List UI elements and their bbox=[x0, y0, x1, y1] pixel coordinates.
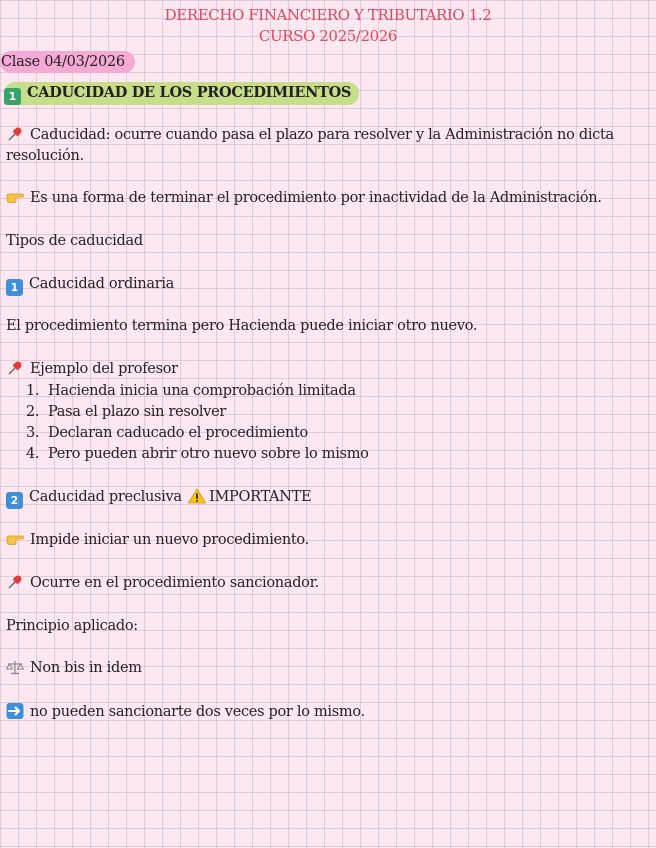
example-steps-list bbox=[26, 381, 369, 465]
note-line bbox=[6, 188, 602, 209]
course-title: DERECHO FINANCIERO Y TRIBUTARIO 1.2 bbox=[164, 6, 492, 24]
list-item-number: 1. bbox=[26, 383, 40, 399]
keycap-digit-icon: 1 bbox=[6, 279, 23, 296]
principle-meaning: no pueden sancionarte dos veces por lo mismo. bbox=[30, 704, 365, 720]
pushpin-icon bbox=[6, 574, 24, 590]
list-item-text: Pero pueden abrir otro nuevo sobre lo mismo bbox=[48, 446, 369, 462]
class-date-label: Clase 04/03/2026 bbox=[0, 51, 135, 73]
list-item bbox=[26, 423, 369, 444]
types-heading: Tipos de caducidad bbox=[6, 233, 143, 249]
backhand-index-pointing-right-icon bbox=[6, 531, 24, 547]
backhand-index-pointing-right-icon bbox=[6, 189, 24, 205]
type1-description: El procedimiento termina pero Hacienda puede iniciar otro nuevo. bbox=[6, 318, 478, 334]
definition-text: Caducidad: ocurre cuando pasa el plazo para resolver y la Administración no dicta resolución. bbox=[6, 127, 614, 164]
section-title: CADUCIDAD DE LOS PROCEDIMIENTOS bbox=[27, 84, 352, 101]
principle-meaning-line bbox=[6, 702, 365, 723]
list-item-text: Declaran caducado el procedimiento bbox=[48, 425, 308, 441]
principle-heading: Principio aplicado: bbox=[6, 618, 138, 634]
type1-heading bbox=[6, 274, 174, 296]
right-arrow-icon bbox=[6, 703, 24, 719]
list-item-number: 2. bbox=[26, 404, 40, 420]
list-item bbox=[26, 402, 369, 423]
warning-icon bbox=[188, 488, 206, 504]
list-item-number: 3. bbox=[26, 425, 40, 441]
list-item-number: 4. bbox=[26, 446, 40, 462]
note-text: Es una forma de terminar el procedimiento por inactividad de la Administración. bbox=[30, 190, 602, 206]
important-label: IMPORTANTE bbox=[209, 489, 312, 505]
type2-scope: Ocurre en el procedimiento sancionador. bbox=[30, 575, 319, 591]
keycap-digit-icon: 2 bbox=[6, 492, 23, 509]
list-item-text: Pasa el plazo sin resolver bbox=[48, 404, 227, 420]
type2-title: Caducidad preclusiva bbox=[29, 489, 182, 505]
list-item-text: Hacienda inicia una comprobación limitada bbox=[48, 383, 356, 399]
list-item bbox=[26, 444, 369, 465]
principle-text: Non bis in idem bbox=[30, 660, 142, 676]
type2-scope-line bbox=[6, 573, 319, 594]
type2-effect: Impide iniciar un nuevo procedimiento. bbox=[30, 532, 309, 548]
pushpin-icon bbox=[6, 126, 24, 142]
type1-title: Caducidad ordinaria bbox=[29, 276, 175, 292]
example-heading: Ejemplo del profesor bbox=[30, 361, 178, 377]
definition-paragraph bbox=[6, 125, 646, 167]
pushpin-icon bbox=[6, 360, 24, 376]
principle-line bbox=[6, 658, 142, 679]
list-item bbox=[26, 381, 369, 402]
type2-heading bbox=[6, 487, 311, 509]
type2-effect-line bbox=[6, 530, 309, 551]
section-heading bbox=[4, 82, 359, 105]
balance-scale-icon bbox=[6, 659, 24, 675]
keycap-digit-icon: 1 bbox=[4, 88, 21, 105]
example-heading-line bbox=[6, 359, 178, 380]
course-year: CURSO 2025/2026 bbox=[258, 27, 398, 45]
